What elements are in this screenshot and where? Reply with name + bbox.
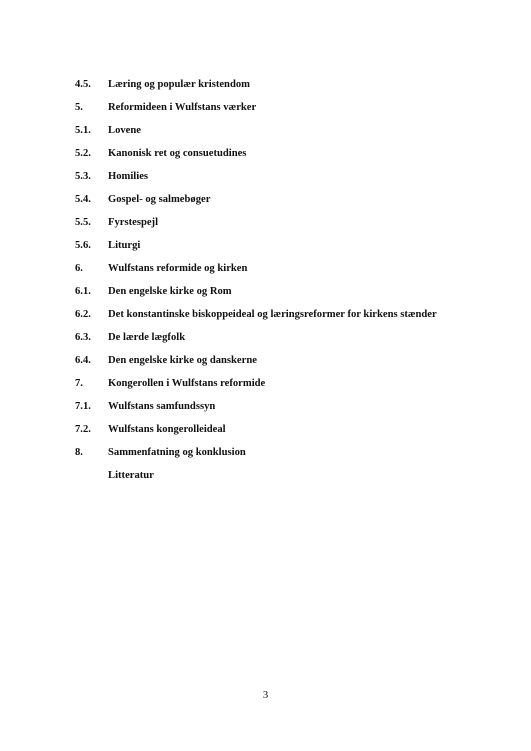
toc-entry-number: 6. — [75, 263, 83, 274]
toc-entry — [75, 469, 515, 492]
toc-entry — [75, 193, 515, 216]
toc-entry — [75, 124, 515, 147]
toc-entry-title: Lovene — [108, 125, 141, 136]
toc-entry-number: 5.4. — [75, 194, 91, 205]
toc-entry-title: Sammenfatning og konklusion — [108, 447, 246, 458]
toc-entry-title: Wulfstans samfundssyn — [108, 401, 216, 412]
toc-entry-title: Kanonisk ret og consuetudines — [108, 148, 247, 159]
toc-entry-title: Den engelske kirke og danskerne — [108, 355, 257, 366]
toc-entry-number: 6.2. — [75, 309, 91, 320]
toc-entry-title: Wulfstans kongerolleideal — [108, 424, 226, 435]
toc-entry-title: Fyrstespejl — [108, 217, 159, 228]
toc-entry-number: 7.1. — [75, 401, 91, 412]
toc-entry-number: 4.5. — [75, 79, 91, 90]
toc-entry — [75, 400, 515, 423]
toc-entry — [75, 308, 515, 331]
toc-entry-title: Det konstantinske biskoppeideal og læringsreformer for kirkens stænder — [108, 309, 437, 320]
toc-entry — [75, 262, 515, 285]
toc-entry — [75, 446, 515, 469]
toc-entry — [75, 377, 515, 400]
toc-entry — [75, 331, 515, 354]
toc-entry-number: 5.3. — [75, 171, 91, 182]
page-number: 3 — [262, 690, 269, 701]
toc-entry-number: 5.1. — [75, 125, 91, 136]
toc-entry-title: Kongerollen i Wulfstans reformide — [108, 378, 266, 389]
toc-entry-number: 8. — [75, 447, 83, 458]
toc-entry-title: Læring og populær kristendom — [108, 79, 250, 90]
toc-entry — [75, 147, 515, 170]
toc-entry-number: 7.2. — [75, 424, 91, 435]
toc-entry — [75, 216, 515, 239]
toc-entry-title: De lærde lægfolk — [108, 332, 186, 343]
toc-entry-number: 5.2. — [75, 148, 91, 159]
toc-entry — [75, 285, 515, 308]
toc-entry-title: Reformideen i Wulfstans værker — [108, 102, 257, 113]
toc-entry-title: Gospel- og salmebøger — [108, 194, 211, 205]
toc-entry — [75, 78, 515, 101]
toc-entry — [75, 101, 515, 124]
toc-entry-number: 5.6. — [75, 240, 91, 251]
toc-entry-title: Litteratur — [108, 470, 154, 481]
toc-entry — [75, 423, 515, 446]
toc-entry-title: Wulfstans reformide og kirken — [108, 263, 248, 274]
toc-entry-title: Liturgi — [108, 240, 141, 251]
toc-entry — [75, 239, 515, 262]
table-of-contents — [75, 78, 515, 492]
toc-entry-number: 6.3. — [75, 332, 91, 343]
toc-entry-title: Den engelske kirke og Rom — [108, 286, 232, 297]
toc-entry-number: 5.5. — [75, 217, 91, 228]
toc-entry — [75, 354, 515, 377]
toc-entry — [75, 170, 515, 193]
toc-entry-number: 5. — [75, 102, 83, 113]
toc-entry-number: 7. — [75, 378, 83, 389]
toc-entry-title: Homilies — [108, 171, 149, 182]
toc-entry-number: 6.4. — [75, 355, 91, 366]
toc-entry-number: 6.1. — [75, 286, 91, 297]
